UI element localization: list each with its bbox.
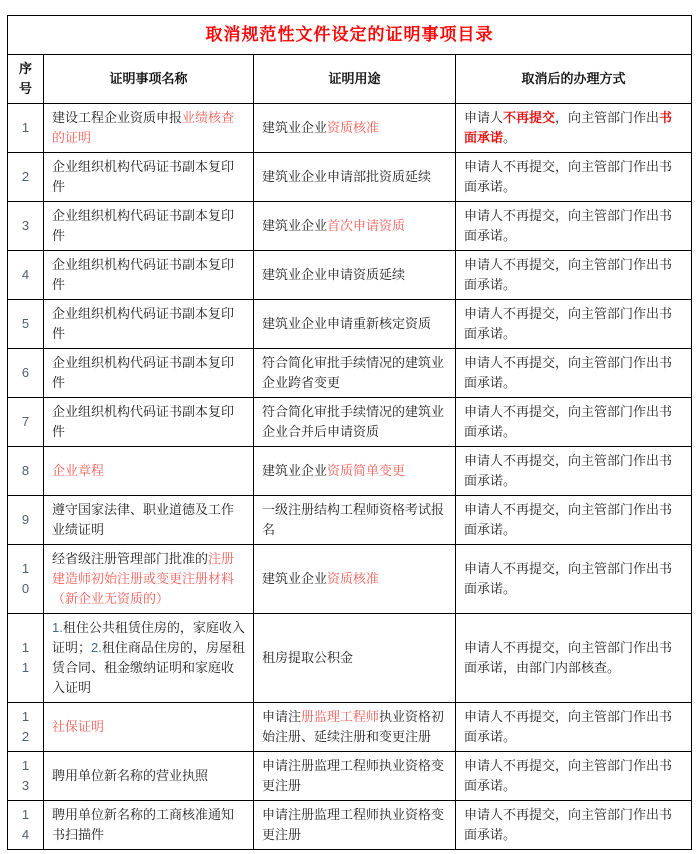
serial-cell [8, 614, 44, 703]
text-segment: 建筑业企业申请资质延续 [262, 267, 406, 282]
table-row [8, 153, 692, 202]
text-segment: 建筑业企业 [262, 120, 328, 135]
purpose-cell [254, 496, 456, 545]
purpose-cell [254, 801, 456, 850]
method-cell [456, 545, 692, 614]
text-segment: ，向主管部门作出 [555, 110, 660, 125]
document-sheet [7, 15, 692, 850]
text-segment: 资质核准 [327, 571, 380, 586]
serial-cell [8, 398, 44, 447]
purpose-cell [254, 202, 456, 251]
text-segment: 2. [91, 640, 102, 655]
table-row [8, 349, 692, 398]
table-row [8, 703, 692, 752]
name-cell [44, 801, 254, 850]
table-row [8, 496, 692, 545]
text-segment: 企业组织机构代码证书副本复印件 [52, 208, 235, 243]
text-segment: 符合简化审批手续情况的建筑业企业跨省变更 [262, 355, 445, 390]
serial-number: 10 [21, 561, 30, 596]
method-cell [456, 251, 692, 300]
text-segment: 建筑业企业 [262, 571, 328, 586]
text-segment: 申请注册监理工程师执业资格变更注册 [262, 758, 445, 793]
text-segment: 建筑业企业申请部批资质延续 [262, 169, 432, 184]
purpose-cell [254, 349, 456, 398]
table-row [8, 398, 692, 447]
text-segment: 企业章程 [52, 463, 105, 478]
name-cell [44, 703, 254, 752]
method-cell [456, 300, 692, 349]
serial-cell [8, 153, 44, 202]
serial-cell [8, 801, 44, 850]
name-cell [44, 752, 254, 801]
column-header-serial [8, 55, 44, 104]
text-segment: 申请人不再提交，向主管部门作出书面承诺。 [464, 561, 673, 596]
text-segment: 申请人不再提交，向主管部门作出书面承诺。 [464, 208, 673, 243]
method-cell [456, 104, 692, 153]
text-segment: 一级注册结构工程师资格考试报名 [262, 502, 445, 537]
table-row [8, 545, 692, 614]
serial-cell [8, 447, 44, 496]
text-segment: 企业组织机构代码证书副本复印件 [52, 355, 235, 390]
table-row [8, 300, 692, 349]
method-cell [456, 801, 692, 850]
purpose-cell [254, 752, 456, 801]
serial-cell [8, 104, 44, 153]
serial-number: 9 [21, 512, 30, 528]
text-segment: 遵守国家法律、职业道德及工作业绩证明 [52, 502, 235, 537]
table-row [8, 104, 692, 153]
purpose-cell [254, 614, 456, 703]
purpose-cell [254, 251, 456, 300]
text-segment: 申请人不再提交，向主管部门作出书面承诺。 [464, 404, 673, 439]
serial-number: 11 [21, 640, 30, 675]
table-row [8, 251, 692, 300]
serial-cell [8, 752, 44, 801]
method-cell [456, 349, 692, 398]
text-segment: 不再提交 [503, 110, 556, 125]
text-segment: 社保证明 [52, 719, 105, 734]
page-title: 取消规范性文件设定的证明事项目录 [8, 16, 692, 55]
serial-number: 6 [21, 365, 30, 381]
serial-cell [8, 349, 44, 398]
certificate-items-table [7, 15, 692, 850]
text-segment: 建设工程企业资质申报 [52, 110, 183, 125]
method-cell [456, 752, 692, 801]
text-segment: 经省级注册管理部门批准的 [52, 551, 209, 566]
name-cell [44, 202, 254, 251]
text-segment: 申请人不再提交，向主管部门作出书面承诺。 [464, 502, 673, 537]
purpose-cell [254, 545, 456, 614]
serial-number: 4 [21, 267, 30, 283]
text-segment: 申请人不再提交，向主管部门作出书面承诺，由部门内部核查。 [464, 640, 673, 675]
text-segment: 执业资格初始注册、延续注册和变更注册 [262, 709, 445, 744]
purpose-cell [254, 703, 456, 752]
name-cell [44, 104, 254, 153]
text-segment: 申请人不再提交，向主管部门作出书面承诺。 [464, 306, 673, 341]
text-segment: 建筑业企业申请重新核定资质 [262, 316, 432, 331]
method-cell [456, 496, 692, 545]
text-segment: 申请人不再提交，向主管部门作出书面承诺。 [464, 159, 673, 194]
method-cell [456, 703, 692, 752]
method-cell [456, 447, 692, 496]
method-cell [456, 202, 692, 251]
serial-number: 14 [21, 807, 30, 842]
text-segment: 申请人 [464, 110, 504, 125]
text-segment: 资质核准 [327, 120, 380, 135]
method-cell [456, 398, 692, 447]
serial-cell [8, 545, 44, 614]
text-segment: 租房提取公积金 [262, 650, 354, 665]
name-cell [44, 398, 254, 447]
serial-number: 7 [21, 414, 30, 430]
text-segment: 业绩核查的证明 [52, 110, 235, 145]
name-cell [44, 349, 254, 398]
serial-number: 12 [21, 709, 30, 744]
column-header-purpose: 证明用途 [254, 55, 456, 104]
text-segment: 书面承诺 [464, 110, 673, 145]
text-segment: 申请人不再提交，向主管部门作出书面承诺。 [464, 453, 673, 488]
name-cell [44, 251, 254, 300]
text-segment: 符合简化审批手续情况的建筑业企业合并后申请资质 [262, 404, 445, 439]
table-row [8, 801, 692, 850]
text-segment: 册监理工程师 [301, 709, 380, 724]
text-segment: 申请人不再提交，向主管部门作出书面承诺。 [464, 355, 673, 390]
text-segment: 租住商品住房的，房屋租赁合同、租金缴纳证明和家庭收入证明 [52, 640, 245, 695]
text-segment: 聘用单位新名称的工商核准通知书扫描件 [52, 807, 235, 842]
text-segment: 申请人不再提交，向主管部门作出书面承诺。 [464, 807, 673, 842]
name-cell [44, 153, 254, 202]
method-cell [456, 614, 692, 703]
purpose-cell [254, 398, 456, 447]
text-segment: 申请注册监理工程师执业资格变更注册 [262, 807, 445, 842]
header-row [8, 55, 692, 104]
serial-cell [8, 202, 44, 251]
text-segment: 企业组织机构代码证书副本复印件 [52, 159, 235, 194]
serial-number: 8 [21, 463, 30, 479]
serial-number: 1 [21, 120, 30, 136]
name-cell [44, 300, 254, 349]
table-row [8, 202, 692, 251]
name-cell [44, 545, 254, 614]
text-segment: 1. [52, 620, 63, 635]
text-segment: 。 [503, 130, 517, 145]
serial-number: 2 [21, 169, 30, 185]
table-row [8, 614, 692, 703]
method-cell [456, 153, 692, 202]
name-cell [44, 496, 254, 545]
name-cell [44, 447, 254, 496]
text-segment: 建筑业企业 [262, 218, 328, 233]
text-segment: 申请注 [262, 709, 302, 724]
title-row [8, 16, 692, 55]
text-segment: 聘用单位新名称的营业执照 [52, 768, 209, 783]
serial-cell [8, 251, 44, 300]
table-row [8, 752, 692, 801]
serial-number: 5 [21, 316, 30, 332]
serial-number: 13 [21, 758, 30, 793]
text-segment: 资质简单变更 [327, 463, 406, 478]
purpose-cell [254, 447, 456, 496]
text-segment: 申请人不再提交，向主管部门作出书面承诺。 [464, 758, 673, 793]
text-segment: 企业组织机构代码证书副本复印件 [52, 257, 235, 292]
purpose-cell [254, 104, 456, 153]
name-cell [44, 614, 254, 703]
column-header-serial-label: 序号 [18, 61, 32, 96]
column-header-method: 取消后的办理方式 [456, 55, 692, 104]
serial-cell [8, 703, 44, 752]
serial-number: 3 [21, 218, 30, 234]
purpose-cell [254, 300, 456, 349]
text-segment: 申请人不再提交，向主管部门作出书面承诺。 [464, 709, 673, 744]
serial-cell [8, 300, 44, 349]
text-segment: 申请人不再提交，向主管部门作出书面承诺。 [464, 257, 673, 292]
text-segment: 首次申请资质 [327, 218, 406, 233]
text-segment: 注册建造师初始注册或变更注册材料（新企业无资质的） [52, 551, 235, 606]
table-row [8, 447, 692, 496]
serial-cell [8, 496, 44, 545]
purpose-cell [254, 153, 456, 202]
text-segment: 企业组织机构代码证书副本复印件 [52, 404, 235, 439]
column-header-name: 证明事项名称 [44, 55, 254, 104]
text-segment: 租住公共租赁住房的，家庭收入证明； [52, 620, 245, 655]
text-segment: 企业组织机构代码证书副本复印件 [52, 306, 235, 341]
text-segment: 建筑业企业 [262, 463, 328, 478]
